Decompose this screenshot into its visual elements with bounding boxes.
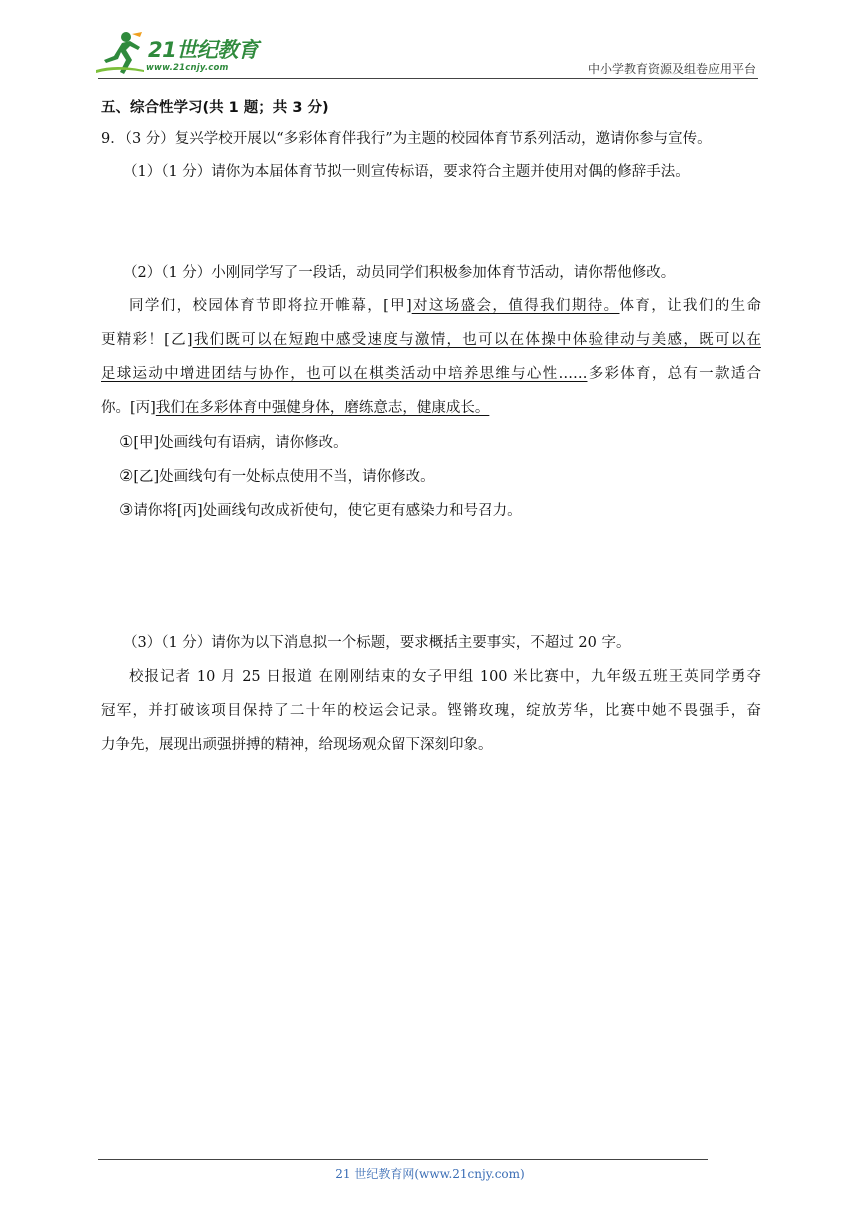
sub-number: ①	[119, 432, 134, 451]
sub-text: [乙]处画线句有一处标点使用不当，请你修改。	[133, 469, 435, 485]
news-line-3: 力争先，展现出顽强拼搏的精神，给现场观众留下深刻印象。	[101, 737, 493, 753]
sub-text: [甲]处画线句有语病，请你修改。	[133, 435, 348, 451]
underlined-sentence-yi: 我们既可以在短跑中感受速度与激情，也可以在体操中体验律动与美感，既可以在	[192, 332, 761, 348]
underlined-sentence-bing: 我们在多彩体育中强健身体，磨练意志，健康成长。	[155, 400, 490, 416]
passage-text: 更精彩！[乙]	[101, 332, 193, 348]
logo-url-text: www.21cnjy.com	[146, 63, 229, 73]
footer-text: 21 世纪教育网(www.21cnjy.com)	[335, 1167, 525, 1181]
part-1-prompt: （1）（1 分）请你为本届体育节拟一则宣传标语，要求符合主题并使用对偶的修辞手法。	[123, 164, 690, 180]
question-stem: 9．（3 分）复兴学校开展以“多彩体育伴我行”为主题的校园体育节系列活动，邀请你参与宣传。	[101, 131, 712, 147]
part-3-prompt: （3）（1 分）请你为以下消息拟一个标题，要求概括主要事实，不超过 20 字。	[123, 635, 631, 651]
footer-divider	[98, 1159, 708, 1160]
sub-question-2	[119, 466, 435, 487]
runner-logo-icon	[96, 30, 148, 76]
section-title: 五、综合性学习(共 1 题；共 3 分)	[101, 100, 329, 116]
sub-question-1	[119, 432, 348, 453]
site-logo	[96, 30, 266, 80]
sub-number: ②	[119, 466, 134, 485]
passage-text: 体育，让我们的生命	[619, 298, 762, 314]
underlined-sentence-jia: 对这场盛会，值得我们期待。	[411, 298, 620, 314]
logo-brand-text: 21世纪教育	[148, 38, 259, 62]
sub-question-3	[119, 500, 522, 521]
passage-text: 多彩体育，总有一款适合	[587, 366, 762, 382]
news-line-2: 冠军，并打破该项目保持了二十年的校运会记录。铿锵玫瑰，绽放芳华，比赛中她不畏强手，奋	[101, 703, 761, 719]
passage-line-1	[101, 296, 761, 316]
underlined-sentence-yi-cont: 足球运动中增进团结与协作，也可以在棋类活动中培养思维与心性……	[101, 366, 588, 382]
header-divider	[98, 78, 758, 79]
sub-number: ③	[119, 500, 134, 519]
passage-line-3	[101, 364, 761, 384]
news-line-1: 校报记者 10 月 25 日报道 在刚刚结束的女子甲组 100 米比赛中，九年级五班王英同学勇夺	[129, 669, 761, 685]
passage-line-2	[101, 330, 761, 350]
passage-line-4	[101, 398, 489, 418]
passage-text: 你。[丙]	[101, 400, 156, 416]
platform-title: 中小学教育资源及组卷应用平台	[587, 62, 756, 76]
passage-text: 同学们，校园体育节即将拉开帷幕，[甲]	[129, 298, 412, 314]
part-2-prompt: （2）（1 分）小刚同学写了一段话，动员同学们积极参加体育节活动，请你帮他修改。	[123, 265, 676, 281]
page-header	[0, 0, 860, 82]
sub-text: 请你将[丙]处画线句改成祈使句，使它更有感染力和号召力。	[133, 503, 522, 519]
